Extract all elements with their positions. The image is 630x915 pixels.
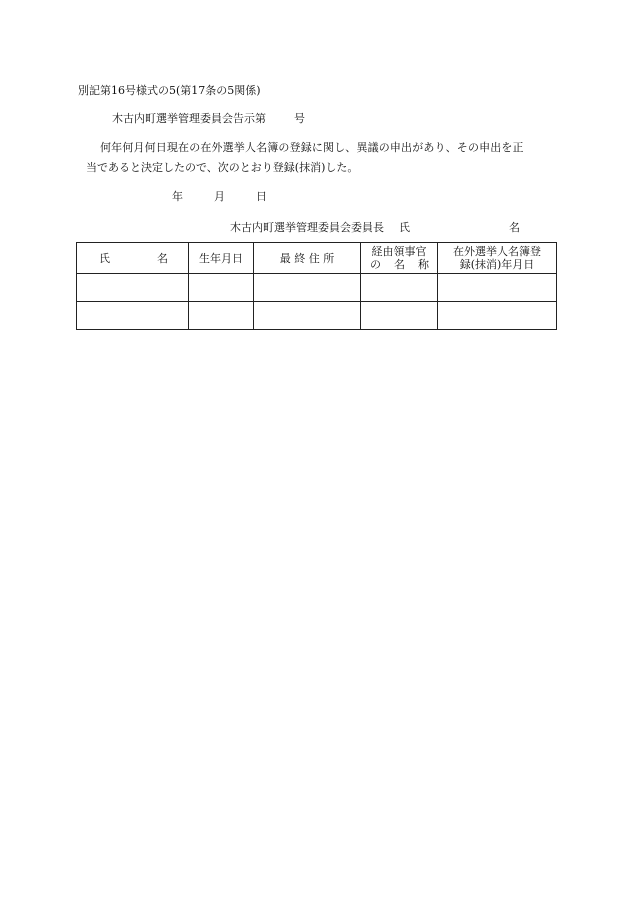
header-last-address: 最 終 住 所	[254, 243, 361, 274]
table-cell	[77, 302, 189, 330]
header-consul-line-1: 経由領事官	[371, 245, 427, 258]
date-line	[172, 190, 267, 204]
signer-name-label-1: 氏	[399, 221, 410, 234]
table-cell	[254, 302, 361, 330]
signer-line	[230, 221, 520, 235]
table-cell	[361, 302, 438, 330]
header-consul-char-1: の	[370, 258, 381, 271]
date-year: 年	[172, 190, 183, 203]
header-registration-line-1: 在外選挙人名簿登	[453, 245, 541, 258]
header-consul-name	[361, 243, 438, 274]
date-day: 日	[256, 190, 267, 203]
header-name-part-2: 名	[157, 251, 168, 265]
table-cell	[189, 302, 254, 330]
header-name-part-1: 氏	[99, 251, 110, 265]
notice-title	[112, 112, 305, 126]
table-cell	[361, 274, 438, 302]
table-cell	[77, 274, 189, 302]
table-cell	[438, 274, 557, 302]
notice-title-prefix: 木古内町選挙管理委員会告示第	[112, 112, 266, 125]
table-row	[77, 302, 557, 330]
table-cell	[189, 274, 254, 302]
signer-title: 木古内町選挙管理委員会委員長	[230, 221, 384, 234]
header-registration-date	[438, 243, 557, 274]
body-text-line-1: 何年何月何日現在の在外選挙人名簿の登録に関し、異議の申出があり、その申出を正	[100, 141, 524, 154]
header-birth-date: 生年月日	[189, 243, 254, 274]
header-consul-line-2	[361, 258, 437, 271]
register-table	[76, 242, 557, 330]
header-name	[77, 243, 189, 274]
signer-name-label-2: 名	[509, 221, 520, 234]
header-registration-line-2: 録(抹消)年月日	[459, 258, 535, 271]
header-consul-char-3: 称	[418, 258, 429, 271]
header-consul-char-2: 名	[394, 258, 405, 271]
date-month: 月	[214, 190, 225, 203]
notice-title-suffix: 号	[294, 112, 305, 125]
table-row	[77, 274, 557, 302]
form-reference: 別記第16号様式の5(第17条の5関係)	[78, 84, 261, 97]
body-text-line-2: 当であると決定したので、次のとおり登録(抹消)した。	[86, 161, 359, 174]
table-cell	[254, 274, 361, 302]
table-header-row	[77, 243, 557, 274]
table-cell	[438, 302, 557, 330]
